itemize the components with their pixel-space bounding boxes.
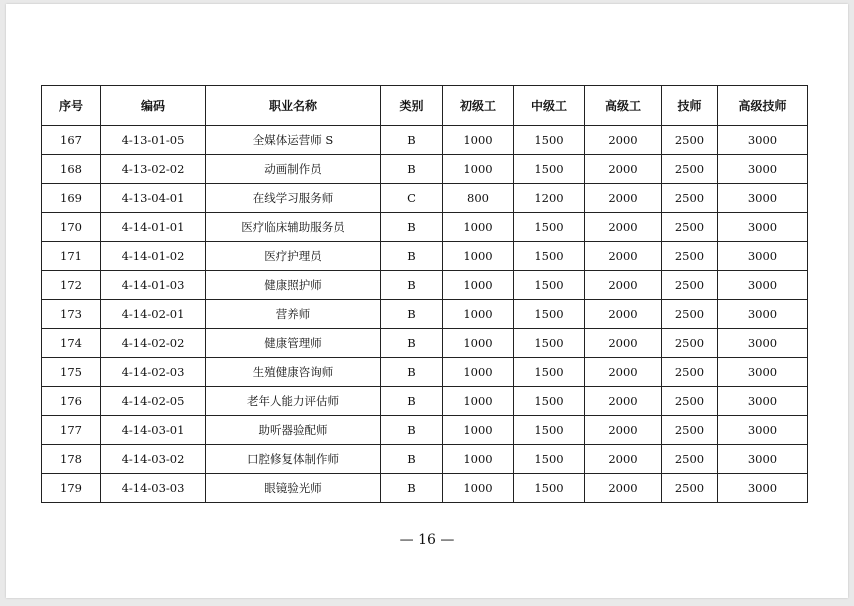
table-body (42, 126, 808, 503)
cell-serial: 174 (42, 329, 101, 358)
header-senior: 高级工 (585, 86, 662, 126)
cell-code: 4-13-01-05 (101, 126, 206, 155)
cell-serial: 176 (42, 387, 101, 416)
cell-code: 4-14-02-03 (101, 358, 206, 387)
cell-junior: 1000 (443, 213, 514, 242)
cell-technician: 2500 (662, 271, 718, 300)
cell-occupation-name: 生殖健康咨询师 (206, 358, 381, 387)
occupation-fee-table (41, 85, 808, 503)
cell-technician: 2500 (662, 300, 718, 329)
cell-intermediate: 1500 (514, 445, 585, 474)
header-occupation-name: 职业名称 (206, 86, 381, 126)
header-serial: 序号 (42, 86, 101, 126)
cell-category: B (381, 300, 443, 329)
document-page (6, 4, 848, 598)
cell-code: 4-14-01-02 (101, 242, 206, 271)
cell-intermediate: 1500 (514, 300, 585, 329)
cell-intermediate: 1500 (514, 242, 585, 271)
cell-technician: 2500 (662, 474, 718, 503)
cell-intermediate: 1500 (514, 358, 585, 387)
table-row (42, 329, 808, 358)
cell-intermediate: 1500 (514, 155, 585, 184)
cell-senior-technician: 3000 (718, 184, 808, 213)
cell-senior: 2000 (585, 242, 662, 271)
cell-category: B (381, 474, 443, 503)
cell-senior-technician: 3000 (718, 329, 808, 358)
cell-intermediate: 1500 (514, 126, 585, 155)
cell-category: B (381, 126, 443, 155)
cell-category: B (381, 242, 443, 271)
cell-serial: 178 (42, 445, 101, 474)
cell-intermediate: 1500 (514, 329, 585, 358)
cell-senior-technician: 3000 (718, 242, 808, 271)
cell-senior: 2000 (585, 416, 662, 445)
cell-occupation-name: 医疗临床辅助服务员 (206, 213, 381, 242)
cell-senior: 2000 (585, 387, 662, 416)
cell-junior: 1000 (443, 155, 514, 184)
cell-category: B (381, 213, 443, 242)
header-intermediate: 中级工 (514, 86, 585, 126)
cell-serial: 168 (42, 155, 101, 184)
table-row (42, 416, 808, 445)
cell-technician: 2500 (662, 358, 718, 387)
cell-senior: 2000 (585, 300, 662, 329)
header-junior: 初级工 (443, 86, 514, 126)
cell-senior: 2000 (585, 155, 662, 184)
cell-junior: 1000 (443, 358, 514, 387)
cell-junior: 1000 (443, 126, 514, 155)
cell-junior: 1000 (443, 445, 514, 474)
cell-code: 4-14-03-01 (101, 416, 206, 445)
cell-serial: 175 (42, 358, 101, 387)
table-row (42, 155, 808, 184)
cell-serial: 171 (42, 242, 101, 271)
table-row (42, 387, 808, 416)
cell-senior: 2000 (585, 358, 662, 387)
header-senior-technician: 高级技师 (718, 86, 808, 126)
table-row (42, 300, 808, 329)
cell-serial: 173 (42, 300, 101, 329)
table-row (42, 126, 808, 155)
table-row (42, 213, 808, 242)
cell-senior-technician: 3000 (718, 213, 808, 242)
cell-senior-technician: 3000 (718, 126, 808, 155)
page-number: — 16 — (399, 532, 455, 548)
cell-intermediate: 1200 (514, 184, 585, 213)
cell-code: 4-14-01-01 (101, 213, 206, 242)
cell-senior-technician: 3000 (718, 445, 808, 474)
cell-serial: 169 (42, 184, 101, 213)
cell-occupation-name: 营养师 (206, 300, 381, 329)
cell-senior-technician: 3000 (718, 416, 808, 445)
cell-occupation-name: 动画制作员 (206, 155, 381, 184)
cell-technician: 2500 (662, 242, 718, 271)
cell-intermediate: 1500 (514, 474, 585, 503)
cell-technician: 2500 (662, 387, 718, 416)
cell-occupation-name: 健康管理师 (206, 329, 381, 358)
cell-occupation-name: 老年人能力评估师 (206, 387, 381, 416)
cell-code: 4-14-02-05 (101, 387, 206, 416)
cell-code: 4-13-02-02 (101, 155, 206, 184)
cell-category: B (381, 155, 443, 184)
cell-junior: 1000 (443, 242, 514, 271)
table-row (42, 242, 808, 271)
cell-senior: 2000 (585, 271, 662, 300)
cell-intermediate: 1500 (514, 387, 585, 416)
cell-occupation-name: 助听器验配师 (206, 416, 381, 445)
cell-senior: 2000 (585, 126, 662, 155)
cell-category: C (381, 184, 443, 213)
cell-technician: 2500 (662, 155, 718, 184)
cell-senior: 2000 (585, 445, 662, 474)
cell-senior: 2000 (585, 213, 662, 242)
cell-junior: 1000 (443, 329, 514, 358)
cell-category: B (381, 387, 443, 416)
table-row (42, 445, 808, 474)
cell-category: B (381, 358, 443, 387)
cell-technician: 2500 (662, 416, 718, 445)
cell-occupation-name: 全媒体运营师 S (206, 126, 381, 155)
table-row (42, 184, 808, 213)
cell-technician: 2500 (662, 445, 718, 474)
cell-junior: 1000 (443, 387, 514, 416)
header-technician: 技师 (662, 86, 718, 126)
cell-technician: 2500 (662, 184, 718, 213)
cell-code: 4-14-03-03 (101, 474, 206, 503)
cell-occupation-name: 口腔修复体制作师 (206, 445, 381, 474)
cell-category: B (381, 445, 443, 474)
cell-code: 4-14-03-02 (101, 445, 206, 474)
cell-junior: 1000 (443, 416, 514, 445)
table-row (42, 474, 808, 503)
cell-code: 4-14-02-02 (101, 329, 206, 358)
cell-technician: 2500 (662, 329, 718, 358)
cell-technician: 2500 (662, 213, 718, 242)
cell-intermediate: 1500 (514, 271, 585, 300)
cell-intermediate: 1500 (514, 416, 585, 445)
cell-serial: 172 (42, 271, 101, 300)
cell-junior: 1000 (443, 474, 514, 503)
cell-junior: 1000 (443, 300, 514, 329)
cell-senior-technician: 3000 (718, 358, 808, 387)
cell-category: B (381, 329, 443, 358)
cell-intermediate: 1500 (514, 213, 585, 242)
cell-code: 4-14-01-03 (101, 271, 206, 300)
cell-serial: 167 (42, 126, 101, 155)
table-row (42, 358, 808, 387)
cell-junior: 1000 (443, 271, 514, 300)
cell-senior-technician: 3000 (718, 387, 808, 416)
cell-senior-technician: 3000 (718, 271, 808, 300)
cell-senior: 2000 (585, 474, 662, 503)
cell-junior: 800 (443, 184, 514, 213)
cell-occupation-name: 在线学习服务师 (206, 184, 381, 213)
cell-serial: 179 (42, 474, 101, 503)
cell-code: 4-13-04-01 (101, 184, 206, 213)
cell-serial: 170 (42, 213, 101, 242)
cell-occupation-name: 医疗护理员 (206, 242, 381, 271)
cell-technician: 2500 (662, 126, 718, 155)
cell-senior-technician: 3000 (718, 155, 808, 184)
header-category: 类别 (381, 86, 443, 126)
cell-code: 4-14-02-01 (101, 300, 206, 329)
table-row (42, 271, 808, 300)
cell-senior: 2000 (585, 329, 662, 358)
cell-senior: 2000 (585, 184, 662, 213)
cell-serial: 177 (42, 416, 101, 445)
cell-category: B (381, 416, 443, 445)
cell-senior-technician: 3000 (718, 474, 808, 503)
header-code: 编码 (101, 86, 206, 126)
table-header-row (42, 86, 808, 126)
cell-category: B (381, 271, 443, 300)
cell-occupation-name: 健康照护师 (206, 271, 381, 300)
cell-occupation-name: 眼镜验光师 (206, 474, 381, 503)
cell-senior-technician: 3000 (718, 300, 808, 329)
